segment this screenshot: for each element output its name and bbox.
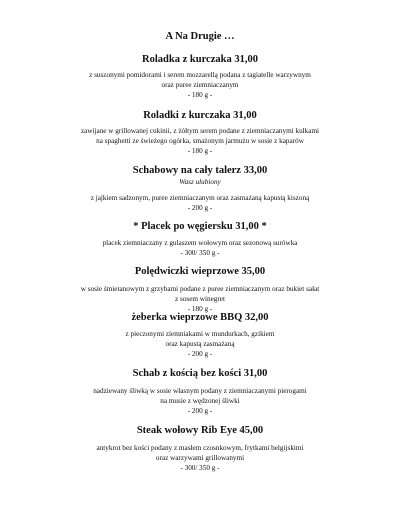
dish-description: z pieczonymi ziemniakami w mundurkach, gzikiem [125,330,275,338]
dish-name: Polędwiczki wieprzowe 35,00 [134,266,266,277]
dish-description: z suszonymi pomidorami i serem mozzarellą podana z tagiatelle warzywnym [89,71,311,79]
dish-weight: - 300/ 350 g - [180,249,220,257]
section-title: A Na Drugie … [165,31,235,42]
dish-weight: - 180 g - [187,91,213,99]
dish-description: na spaghetti ze świeżego ogórka, smażonym jarmużu w sosie z kaparów [96,137,304,145]
dish-name: Steak wołowy Rib Eye 45,00 [136,425,264,436]
dish-name: Roladki z kurczaka 31,00 [143,110,257,121]
dish-weight: - 200 g - [187,204,213,212]
dish-name: * Placek po węgiersku 31,00 * [133,221,267,232]
dish-description: oraz puree ziemniaczanym [161,81,239,89]
dish-subtitle: Wasz ulubiony [179,178,221,186]
dish-weight: - 180 g - [187,147,213,155]
dish-weight: - 200 g - [187,350,213,358]
dish-description: z sosem winegret [175,295,225,303]
dish-description: z jajkiem sadzonym, puree ziemniaczanym oraz zasmażaną kapustą kiszoną [90,194,310,202]
dish-name: żeberka wieprzowe BBQ 32,00 [131,312,269,323]
dish-weight: - 200 g - [187,407,213,415]
dish-description: antykrot bez kości podany z masłem czosnkowym, frytkami belgijskimi [96,444,304,452]
dish-description: oraz warzywami grillowanymi [155,454,245,462]
dish-description: na musie z wędzonej śliwki [160,397,240,405]
dish-description: zawijane w grillowanej cukinii, z żółtym serem podane z ziemniaczanymi kulkami [80,127,320,135]
dish-name: Roladka z kurczaka 31,00 [142,54,258,65]
dish-description: oraz kapustą zasmażaną [165,340,235,348]
dish-name: Schab z kością bez kości 31,00 [132,368,268,379]
dish-weight: - 300/ 350 g - [180,464,220,472]
dish-name: Schabowy na cały talerz 33,00 [132,165,268,176]
dish-description: placek ziemniaczany z gulaszem wołowym oraz sezonową surówka [102,239,298,247]
dish-description: nadziewany śliwką w sosie własnym podany z ziemniaczanymi pierogami [93,387,307,395]
dish-weight: - 180 g - [187,305,213,313]
dish-description: w sosie śmietanowym z grzybami podane z puree ziemniaczanym oraz bukiet sałat [80,285,320,293]
